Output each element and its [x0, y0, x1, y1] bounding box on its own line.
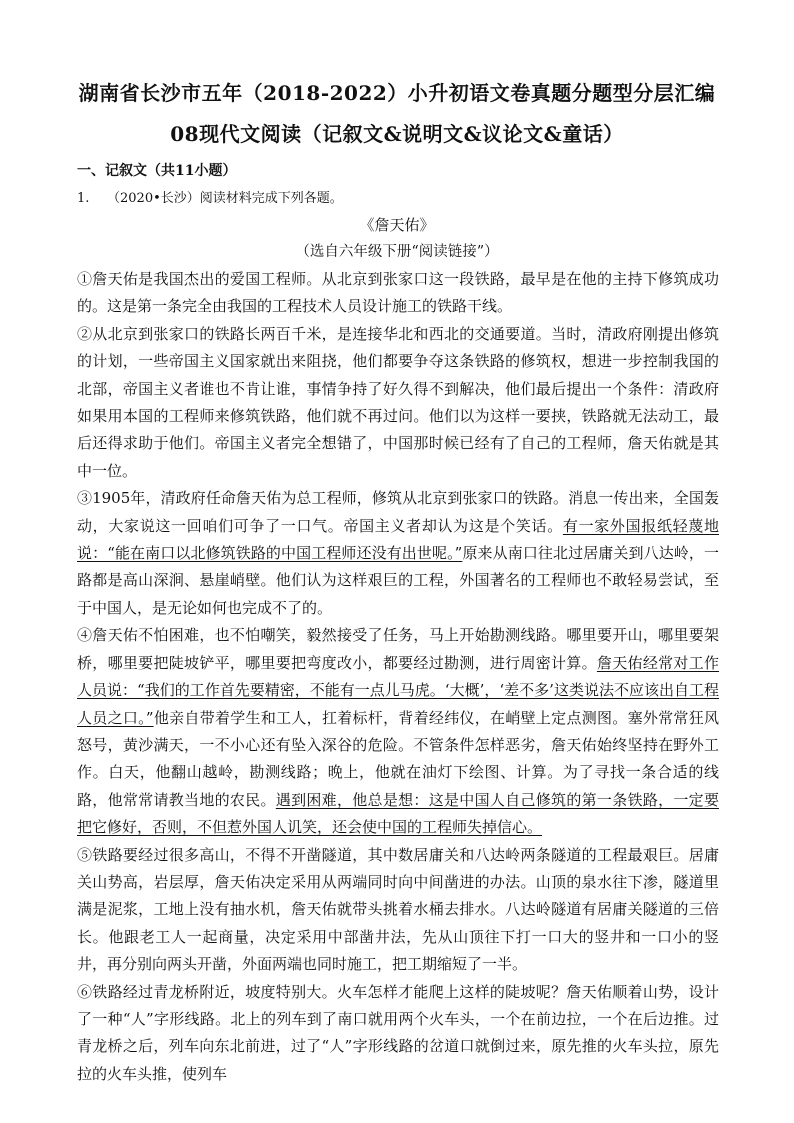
paragraph-3	[77, 485, 719, 622]
question-number: 1.	[77, 191, 90, 206]
paragraph-3-text-a: ③1905年，清政府任命詹天佑为总工程师，修筑从北京到张家口的铁路。消息一传出来，全国轰动，大家说这一回咱们可争了一口气。帝国主义者却认为这是个笑话。	[77, 489, 719, 535]
paragraph-4-text-b: 他亲自带着学生和工人，扛着标杆，背着经纬仪，在峭壁上定点测图。塞外常常狂风怒号，黄沙满天，一不小心还有坠入深谷的危险。不管条件怎样恶劣，詹天佑始终坚持在野外工作。白天，他翻山越岭，勘测线路；晚上，他就在油灯下绘图、计算。为了寻找一条合适的线路，他常常请教当地的农民。	[77, 708, 719, 809]
passage-title: 《詹天佑》	[359, 216, 435, 234]
document-title: 湖南省长沙市五年（2018-2022）小升初语文卷真题分题型分层汇编	[78, 81, 716, 105]
passage-source: （选自六年级下册“阅读链接”）	[295, 244, 499, 260]
paragraph-4-text-a: ④詹天佑不怕困难，也不怕嘲笑，毅然接受了任务，马上开始勘测线路。哪里要开山，哪里要架桥，哪里要把陡坡铲平，哪里要把弯度改小，都要经过勘测，进行周密计算。	[77, 626, 719, 672]
document-subtitle: 08现代文阅读（记叙文&说明文&议论文&童话）	[170, 122, 624, 146]
paragraph-6: ⑥铁路经过青龙桥附近，坡度特别大。火车怎样才能爬上这样的陡坡呢？詹天佑顺着山势，设计了一种“人”字形线路。北上的列车到了南口就用两个火车头，一个在前边拉，一个在后边推。过青龙桥之后，列车向东北前进，过了“人”字形线路的岔道口就倒过来，原先推的火车头拉，原先拉的火车头推，使列车	[77, 982, 719, 1083]
question-prompt	[77, 187, 343, 206]
section-heading: 一、记叙文（共11小题）	[77, 163, 237, 179]
question-text: （2020•长沙）阅读材料完成下列各题。	[107, 191, 343, 206]
underlined-sentence-2: 詹天佑经常对工作人员说：“我们的工作首先要精密，不能有一点儿马虎。‘大概’，‘差不多’这类说法不应该出自工程人员之口。”	[77, 653, 719, 727]
paragraph-4	[77, 622, 719, 841]
paragraph-3-text-b: 原来从南口往北过居庸关到八达岭，一路都是高山深涧、悬崖峭壁。他们认为这样艰巨的工程，外国著名的工程师也不敢轻易尝试，至于中国人，是无论如何也完成不了的。	[77, 544, 719, 617]
paragraph-5: ⑤铁路要经过很多高山，不得不开凿隧道，其中数居庸关和八达岭两条隧道的工程最艰巨。居庸关山势高，岩层厚，詹天佑决定采用从两端同时向中间凿进的办法。山顶的泉水往下渗，隧道里满是泥浆，工地上没有抽水机，詹天佑就带头挑着水桶去排水。八达岭隧道有居庸关隧道的三倍长。他跟老工人一起商量，决定采用中部凿井法，先从山顶往下打一口大的竖井和一口小的竖井，再分别向两头开凿，外面两端也同时施工，把工期缩短了一半。	[77, 845, 719, 974]
underlined-sentence-1: 有一家外国报纸轻蔑地说：“能在南口以北修筑铁路的中国工程师还没有出世呢。”	[77, 516, 719, 563]
paragraph-2: ②从北京到张家口的铁路长两百千米，是连接华北和西北的交通要道。当时，清政府刚提出修筑的计划，一些帝国主义国家就出来阻挠，他们都要争夺这条铁路的修筑权，想进一步控制我国的北部，帝国主义者谁也不肯让谁，事情争持了好久得不到解决，他们最后提出一个条件：清政府如果用本国的工程师来修筑铁路，他们就不再过问。他们以为这样一要挟，铁路就无法动工，最后还得求助于他们。帝国主义者完全想错了，中国那时候已经有了自己的工程师，詹天佑就是其中一位。	[77, 324, 719, 480]
paragraph-1: ①詹天佑是我国杰出的爱国工程师。从北京到张家口这一段铁路，最早是在他的主持下修筑成功的。这是第一条完全由我国的工程技术人员设计施工的铁路干线。	[77, 270, 719, 316]
passage-body	[77, 266, 719, 1088]
underlined-sentence-3: 遇到困难，他总是想：这是中国人自己修筑的第一条铁路，一定要把它修好，否则，不但惹外国人讥笑，还会使中国的工程师失掉信心。	[77, 790, 719, 837]
